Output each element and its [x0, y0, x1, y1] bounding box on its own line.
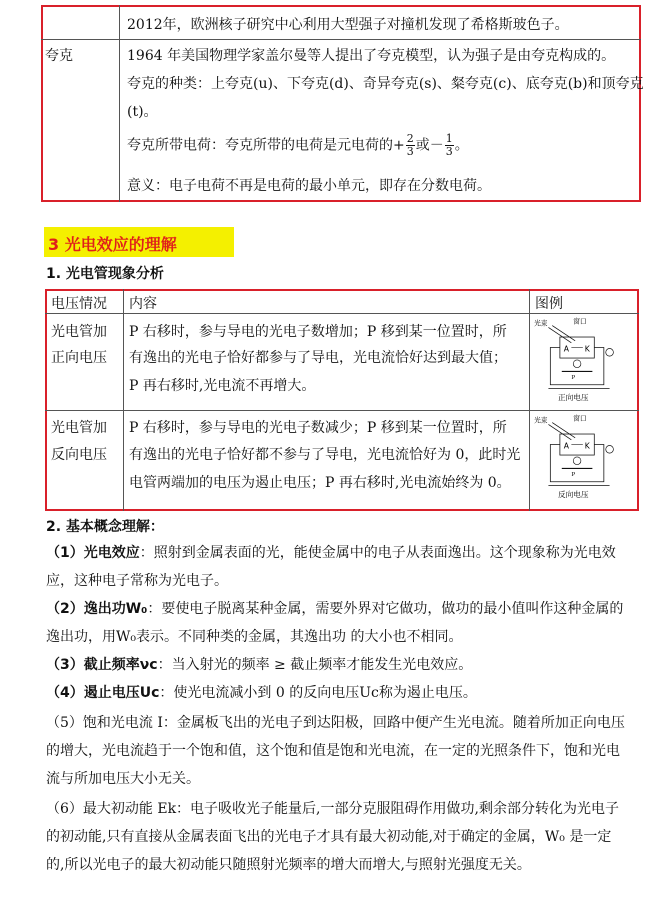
fraction-one-third — [445, 133, 454, 158]
quark-table — [41, 5, 644, 202]
quark-meaning-text: 意义：电子电荷不再是电荷的最小单元，即存在分数电荷。 — [127, 178, 491, 194]
anode-label: A — [563, 344, 569, 354]
row1-condition-line1: 光电管加 — [51, 324, 107, 340]
light-label-2: 光束 — [534, 416, 548, 425]
svg-text:P: P — [571, 375, 576, 382]
reverse-voltage-circuit — [531, 413, 627, 499]
quark-charge-suffix: 。 — [454, 137, 469, 154]
section-heading-text: 3 光电效应的理解 — [48, 235, 177, 254]
concept-3-line1 — [46, 654, 472, 674]
forward-voltage-circuit — [531, 316, 627, 402]
frac1-num: 2 — [406, 132, 414, 145]
forward-caption: 正向电压 — [557, 393, 589, 402]
quark-charge-prefix: 夸克所带电荷：夸克所带的电荷是元电荷的+ — [127, 137, 405, 154]
concept-1-text: ：照射到金属表面的光，能使金属中的电子从表面逸出。这个现象称为光电效 — [139, 545, 616, 561]
header-voltage: 电压情况 — [51, 296, 107, 312]
subheading: 1. 光电管现象分析 — [46, 266, 164, 282]
concept-6-line2: 的初动能,只有直接从金属表面飞出的光电子才具有最大初动能,对于确定的金属，W₀ 是一定 — [46, 829, 612, 845]
row2-condition-line1: 光电管加 — [51, 420, 107, 436]
row1-content-line2: 有逸出的光电子恰好都参与了导电，光电流恰好达到最大值； — [129, 350, 507, 366]
header-diagram: 图例 — [535, 296, 563, 312]
quark-types-text-cont: (t)。 — [127, 104, 158, 120]
concept-2-head: （2）逸出功W₀ — [46, 601, 148, 617]
frac2-den: 3 — [445, 145, 453, 158]
concept-2-text: ：要使电子脱离某种金属，需要外界对它做功，做功的最小值叫作这种金属的 — [147, 601, 624, 617]
concept-3-head: （3）截止频率νc — [46, 657, 158, 673]
frac2-num: 1 — [445, 132, 453, 145]
concept-5-line2: 的增大，光电流趋于一个饱和值，这个饱和值是饱和光电流，在一定的光照条件下，饱和光电 — [46, 743, 620, 759]
photoelectric-table — [45, 289, 639, 511]
concept-5-line1: （5）饱和光电流 I：金属板飞出的光电子到达阳极，回路中便产生光电流。随着所加正向电压 — [46, 715, 625, 731]
pe-row-divider — [45, 410, 639, 411]
concepts-title — [46, 516, 164, 536]
row1-condition-line2: 正向电压 — [51, 350, 107, 366]
concepts-title-text: 2. 基本概念理解： — [46, 519, 164, 535]
concept-1-head: （1）光电效应 — [46, 545, 140, 561]
quark-charge-mid: 或－ — [415, 137, 444, 154]
frac1-den: 3 — [406, 145, 414, 158]
light-label: 光束 — [534, 319, 548, 328]
pe-col-divider-1 — [123, 289, 124, 511]
row1-content-line1: P 右移时，参与导电的光电子数增加；P 移到某一位置时，所 — [129, 324, 507, 340]
reverse-caption: 反向电压 — [557, 490, 589, 499]
pe-header-divider — [45, 313, 639, 314]
concept-2-line1 — [46, 598, 623, 618]
cathode-label: K — [584, 344, 590, 354]
quark-types-text: 夸克的种类：上夸克(u)、下夸克(d)、奇异夸克(s)、粲夸克(c)、底夸克(b)和顶夸克 — [127, 76, 644, 92]
row2-content-line2: 有逸出的光电子恰好都不参与了导电，光电流恰好为 0，此时光 — [129, 447, 521, 463]
quark-label: 夸克 — [45, 48, 73, 64]
window-label-2: 窗口 — [573, 414, 587, 423]
concept-2-line2: 逸出功，用W₀表示。不同种类的金属，其逸出功 的大小也不相同。 — [46, 629, 463, 645]
concept-5-line3: 流与所加电压大小无关。 — [46, 771, 200, 787]
concept-4-text: ：使光电流减小到 0 的反向电压Uc称为遏止电压。 — [159, 685, 477, 701]
concept-4-line1 — [46, 682, 477, 702]
higgs-text: 2012年，欧洲核子研究中心利用大型强子对撞机发现了希格斯玻色子。 — [127, 17, 569, 33]
concept-6-line3: 的,所以光电子的最大初动能只随照射光频率的增大而增大,与照射光强度无关。 — [46, 857, 531, 873]
quark-table-divider — [119, 5, 120, 202]
cathode-label-2: K — [584, 441, 590, 451]
concept-6-line1: （6）最大初动能 Ek：电子吸收光子能量后,一部分克服阻碍作用做功,剩余部分转化为光电子 — [46, 801, 619, 817]
concept-1-line1 — [46, 542, 616, 562]
concept-3-text: ：当入射光的频率 ≥ 截止频率才能发生光电效应。 — [157, 657, 473, 673]
anode-label-2: A — [563, 441, 569, 451]
row2-content-line3: 电管两端加的电压为遏止电压；P 再右移时,光电流始终为 0。 — [129, 475, 511, 491]
row1-content-line3: P 再右移时,光电流不再增大。 — [129, 378, 316, 394]
quark-table-row-divider — [41, 39, 641, 40]
concept-1-line2: 应，这种电子常称为光电子。 — [46, 573, 228, 589]
row2-content-line1: P 右移时，参与导电的光电子数减少；P 移到某一位置时，所 — [129, 420, 507, 436]
window-label: 窗口 — [573, 317, 587, 326]
header-content: 内容 — [129, 296, 157, 312]
quark-charge-text — [127, 133, 469, 158]
quark-model-text: 1964 年美国物理学家盖尔曼等人提出了夸克模型，认为强子是由夸克构成的。 — [127, 48, 616, 64]
pe-col-divider-2 — [529, 289, 530, 511]
section-heading — [44, 227, 234, 257]
svg-text:P: P — [571, 472, 576, 479]
row2-condition-line2: 反向电压 — [51, 447, 107, 463]
concept-4-head: （4）遏止电压Uc — [46, 685, 160, 701]
fraction-two-thirds — [406, 133, 415, 158]
